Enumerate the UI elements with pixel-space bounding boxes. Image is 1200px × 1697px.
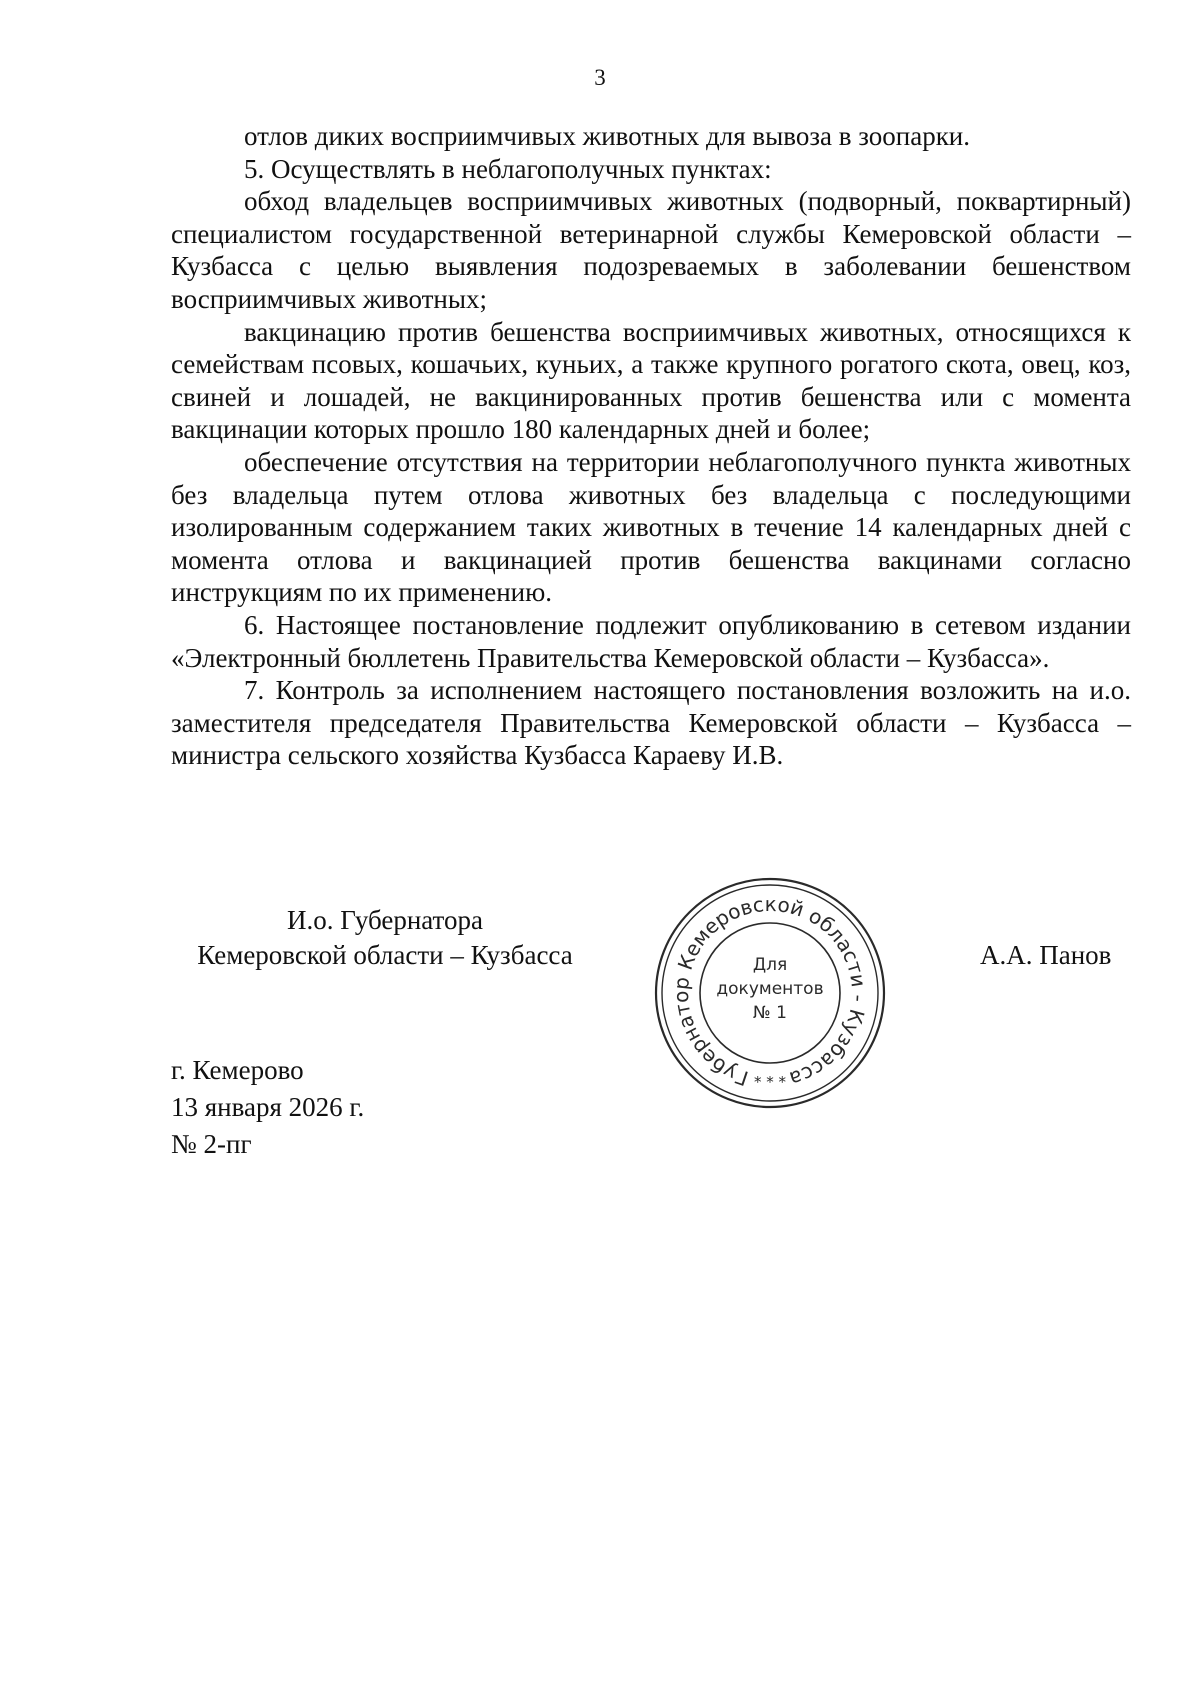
seal-ring-text: Губернатор Кемеровской области - Кузбасса — [668, 891, 872, 1092]
seal-center-line: № 1 — [753, 1003, 787, 1023]
paragraph: 5. Осуществлять в неблагополучных пунктах: — [244, 153, 772, 184]
page-number: 3 — [594, 65, 606, 90]
signatory-title — [180, 903, 590, 973]
paragraph: 7. Контроль за исполнением настоящего постановления возложить на и.о. заместителя председателя Правительства Кемеровской области – Кузбасса – министра сельского хозяйства Кузбасса Караеву И.В. — [171, 675, 1131, 771]
paragraph: вакцинацию против бешенства восприимчивых животных, относящихся к семействам псовых, кошачьих, куньих, а также крупного рогатого скота, овец, коз, свиней и лошадей, не вакцинированных против бешенства или с момента вакцинации которых прошло 180 календарных дней и более; — [171, 316, 1131, 445]
signatory-title-line: И.о. Губернатора — [286, 905, 483, 935]
paragraph: обеспечение отсутствия на территории неблагополучного пункта животных без владельца путем отлова животных без владельца с последующими изолированным содержанием таких животных в течение 14 календарных дней с момента отлова и вакцинацией против бешенства вакцинами согласно инструкциям по их применению. — [171, 446, 1131, 608]
official-seal — [652, 875, 888, 1111]
signatory-name: А.А. Панов — [980, 940, 1112, 970]
city: г. Кемерово — [171, 1055, 304, 1085]
document-date: 13 января 2026 г. — [171, 1092, 365, 1122]
seal-center-line: Для — [752, 955, 788, 975]
seal-stars: * * * — [753, 1073, 787, 1091]
seal-center-line: документов — [716, 979, 824, 999]
signatory-title-line: Кемеровской области – Кузбасса — [197, 940, 573, 970]
paragraph: отлов диких восприимчивых животных для вывоза в зоопарки. — [244, 121, 971, 151]
document-body — [171, 120, 1131, 772]
document-number: № 2-пг — [171, 1129, 252, 1159]
paragraph: обход владельцев восприимчивых животных (подворный, поквартирный) специалистом государственной ветеринарной службы Кемеровской области – Кузбасса с целью выявления подозреваемых в заболевании бешенством восприимчивых животных; — [171, 186, 1131, 314]
paragraph: 6. Настоящее постановление подлежит опубликованию в сетевом издании «Электронный бюллетень Правительства Кемеровской области – Кузбасса». — [171, 609, 1131, 673]
place-and-date — [171, 1052, 364, 1163]
